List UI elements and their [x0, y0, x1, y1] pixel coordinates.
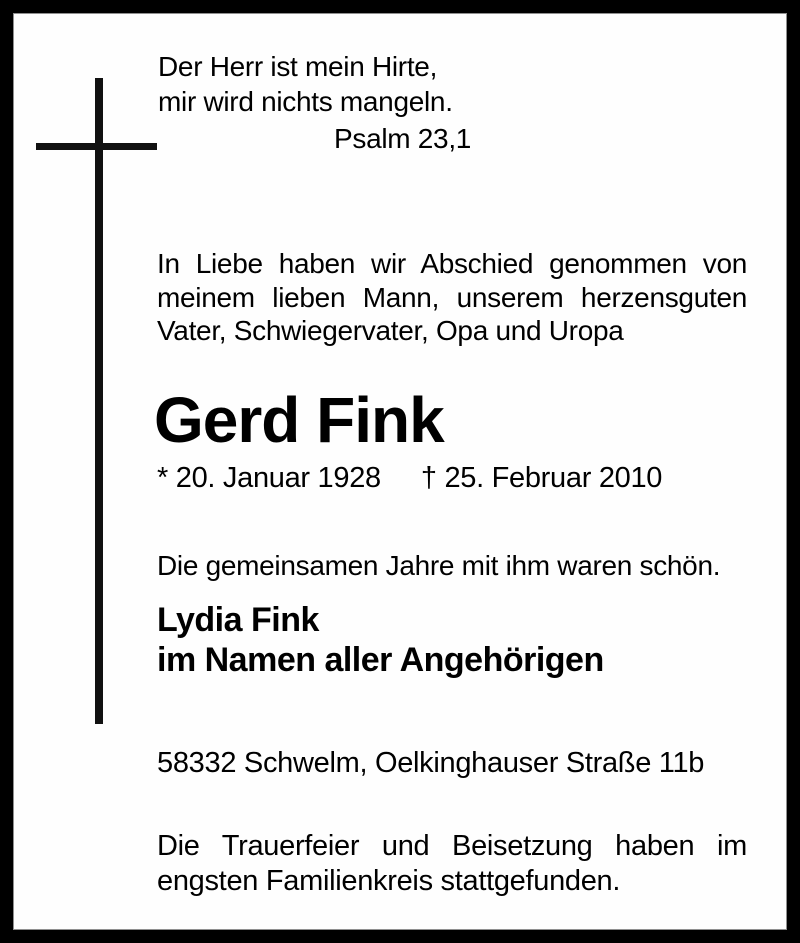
verse-line-2: mir wird nichts mangeln. — [158, 86, 453, 117]
birth-date: * 20. Januar 1928 — [157, 462, 381, 494]
dates-line — [157, 461, 662, 496]
death-date: † 25. Februar 2010 — [420, 462, 663, 494]
deceased-name: Gerd Fink — [154, 384, 444, 456]
verse-source: Psalm 23,1 — [334, 123, 472, 154]
intro-paragraph: In Liebe haben wir Abschied genommen von meinem lieben Mann, unserem herzensguten Vater, Schwiegervater, Opa und Uropa — [157, 248, 747, 346]
signature-name: Lydia Fink — [157, 601, 319, 639]
closing-paragraph: Die Trauerfeier und Beisetzung haben im engsten Familienkreis stattgefunden. — [157, 830, 747, 897]
signature-suffix: im Namen aller Angehörigen — [157, 641, 604, 679]
verse-line-1: Der Herr ist mein Hirte, — [158, 51, 438, 82]
cross-vertical-bar — [95, 78, 103, 724]
verse-block — [158, 49, 471, 156]
tribute-line: Die gemeinsamen Jahre mit ihm waren schön. — [157, 550, 721, 581]
address-line: 58332 Schwelm, Oelkinghauser Straße 11b — [157, 747, 705, 779]
cross-horizontal-bar — [36, 143, 157, 150]
signature-block — [157, 600, 604, 680]
